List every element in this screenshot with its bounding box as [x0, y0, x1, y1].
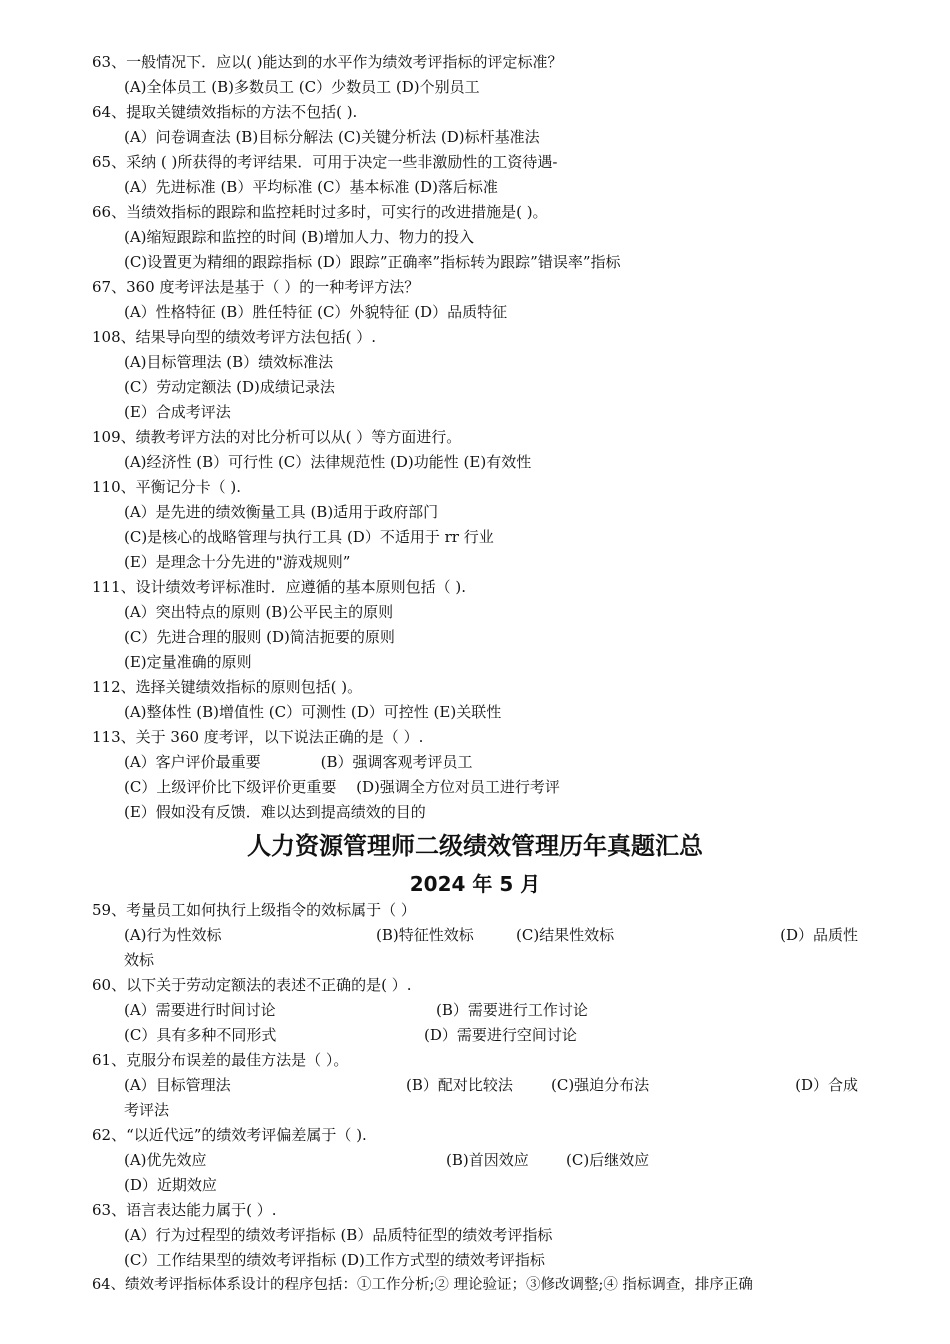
- option-b: (B）配对比较法: [406, 1076, 513, 1094]
- options-113-a: (A）客户评价最重要 (B）强调客观考评员工: [124, 753, 473, 771]
- options-113-b: (C）上级评价比下级评价更重要 (D)强调全方位对员工进行考评: [124, 778, 560, 796]
- option-a: (A）目标管理法: [124, 1076, 231, 1094]
- question-111: 111、设计绩效考评标准时．应遵循的基本原则包括（ ).: [92, 578, 467, 596]
- question-63: 63、一般情况下．应以( )能达到的水平作为绩效考评指标的评定标准？: [92, 53, 563, 71]
- options-65: (A）先进标准 (B）平均标准 (C）基本标准 (D)落后标准: [124, 178, 498, 196]
- question-66: 66、当绩效指标的跟踪和监控耗时过多时，可实行的改进措施是( )。: [92, 203, 548, 221]
- question-108: 108、结果导向型的绩效考评方法包括( ）.: [92, 328, 377, 346]
- options-59: [124, 923, 858, 947]
- question-65: 65、采纳 ( )所获得的考评结果．可用于决定一些非激励性的工资待遇-: [92, 153, 558, 171]
- question-62: 62、“以近代远”的绩效考评偏差属于（ ).: [92, 1126, 367, 1144]
- question-64b: 64、绩效考评指标体系设计的程序包括：①工作分析;② 理论验证；③修改调整;④ 指标调查，排序正确: [92, 1277, 753, 1293]
- option-d: (D）需要进行空间讨论: [424, 1026, 577, 1044]
- options-108-a: (A)目标管理法 (B）绩效标准法: [124, 353, 334, 371]
- options-110-a: (A）是先进的绩效衡量工具 (B)适用于政府部门: [124, 503, 439, 521]
- options-113-c: (E）假如没有反馈．难以达到提高绩效的目的: [124, 803, 426, 821]
- option-b: (B)特征性效标: [376, 926, 474, 944]
- options-67: (A）性格特征 (B）胜任特征 (C）外貌特征 (D）品质特征: [124, 303, 508, 321]
- question-61: 61、克服分布误差的最佳方法是（ ）。: [92, 1051, 349, 1069]
- options-61-cont: 考评法: [124, 1101, 170, 1119]
- question-63b: 63、语言表达能力属于( ）.: [92, 1201, 277, 1219]
- options-110-b: (C)是核心的战略管理与执行工具 (D）不适用于 rr 行业: [124, 528, 494, 546]
- options-60-b: [124, 1023, 858, 1047]
- options-60-a: [124, 998, 858, 1022]
- option-b: (B）需要进行工作讨论: [436, 1001, 588, 1019]
- options-111-a: (A）突出特点的原则 (B)公平民主的原则: [124, 603, 394, 621]
- options-59-cont: 效标: [124, 951, 155, 969]
- options-110-c: (E）是理念十分先进的"游戏规则”: [124, 553, 351, 571]
- option-a: (A）需要进行时间讨论: [124, 1001, 276, 1019]
- question-110: 110、平衡记分卡（ ).: [92, 478, 242, 496]
- option-c: (C)后继效应: [566, 1151, 650, 1169]
- options-66-a: (A)缩短跟踪和监控的时间 (B)增加人力、物力的投入: [124, 228, 475, 246]
- options-111-c: (E)定量准确的原则: [124, 653, 252, 671]
- option-c: (C)强迫分布法: [551, 1076, 650, 1094]
- options-111-b: (C）先进合理的服则 (D)简洁扼要的原则: [124, 628, 395, 646]
- options-63b-b: (C）工作结果型的绩效考评指标 (D)工作方式型的绩效考评指标: [124, 1251, 545, 1269]
- option-d: (D）合成: [795, 1076, 858, 1094]
- options-108-c: (E）合成考评法: [124, 403, 231, 421]
- options-62-d: (D）近期效应: [124, 1176, 217, 1194]
- option-c: (C）具有多种不同形式: [124, 1026, 277, 1044]
- question-109: 109、绩教考评方法的对比分析可以从( ）等方面进行。: [92, 428, 462, 446]
- option-a: (A)优先效应: [124, 1151, 207, 1169]
- options-109: (A)经济性 (B）可行性 (C）法律规范性 (D)功能性 (E)有效性: [124, 453, 532, 471]
- option-d: (D）品质性: [780, 926, 858, 944]
- options-63b-a: (A）行为过程型的绩效考评指标 (B）品质特征型的绩效考评指标: [124, 1226, 553, 1244]
- question-60: 60、以下关于劳动定额法的表述不正确的是( ）.: [92, 976, 412, 994]
- question-59: 59、考量员工如何执行上级指令的效标属于（ ）: [92, 901, 416, 919]
- options-62: [124, 1148, 858, 1172]
- option-c: (C)结果性效标: [516, 926, 615, 944]
- question-113: 113、关于 360 度考评，以下说法正确的是（ ）.: [92, 728, 424, 746]
- question-112: 112、选择关键绩效指标的原则包括( )。: [92, 678, 363, 696]
- option-b: (B)首因效应: [446, 1151, 529, 1169]
- options-61: [124, 1073, 858, 1097]
- options-108-b: (C）劳动定额法 (D)成绩记录法: [124, 378, 335, 396]
- question-67: 67、360 度考评法是基于（ ）的一种考评方法？: [92, 278, 420, 296]
- document-subtitle: 2024 年 5 月: [409, 872, 541, 896]
- options-112: (A)整体性 (B)增值性 (C）可测性 (D）可控性 (E)关联性: [124, 703, 502, 721]
- options-66-b: (C)设置更为精细的跟踪指标 (D）跟踪”正确率”指标转为跟踪”错误率”指标: [124, 253, 621, 271]
- question-64: 64、提取关键绩效指标的方法不包括( ).: [92, 103, 358, 121]
- option-a: (A)行为性效标: [124, 926, 222, 944]
- document-title: 人力资源管理师二级绩效管理历年真题汇总: [247, 832, 703, 860]
- options-64: (A）问卷调查法 (B)目标分解法 (C)关键分析法 (D)标杆基准法: [124, 128, 540, 146]
- options-63: (A)全体员工 (B)多数员工 (C）少数员工 (D)个别员工: [124, 78, 480, 96]
